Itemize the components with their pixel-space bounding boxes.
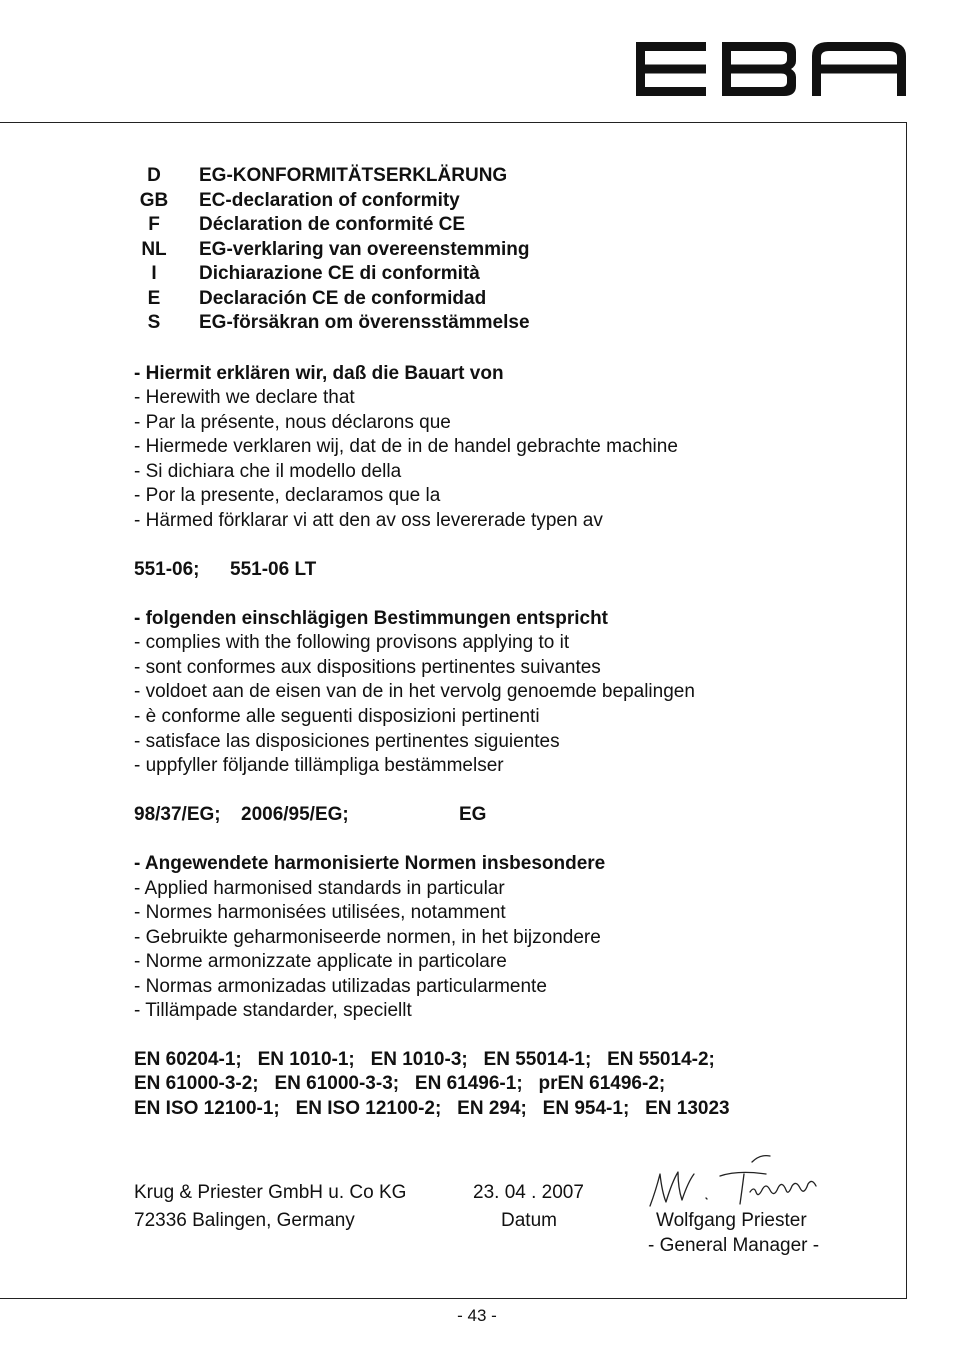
signature (648, 1152, 828, 1212)
standards-intro-line: - Gebruikte geharmoniseerde normen, in het bijzondere (134, 927, 601, 948)
herewith-line: - Hiermit erklären wir, daß die Bauart von (134, 363, 504, 384)
lang-code: D (147, 165, 161, 186)
complies-line: - voldoet aan de eisen van de in het vervolg genoemde bepalingen (134, 681, 695, 702)
date-label: Datum (501, 1210, 557, 1231)
title-text: Declaración CE de conformidad (199, 288, 487, 309)
standards-line: EN 61000-3-2; EN 61000-3-3; EN 61496-1; prEN 61496-2; (134, 1073, 666, 1094)
herewith-line: - Hiermede verklaren wij, dat de in de handel gebrachte machine (134, 436, 678, 457)
herewith-line: - Härmed förklarar vi att den av oss levererade typen av (134, 510, 603, 531)
standards-intro-line: - Normas armonizadas utilizadas particularmente (134, 976, 547, 997)
company-address: 72336 Balingen, Germany (134, 1210, 355, 1231)
complies-line: - folgenden einschlägigen Bestimmungen entspricht (134, 608, 608, 629)
standards-intro-line: - Tillämpade standarder, speciellt (134, 1000, 412, 1021)
lang-code: I (151, 263, 157, 284)
complies-line: - uppfyller följande tillämpliga bestämmelser (134, 755, 504, 776)
model-551-06: 551-06; (134, 559, 200, 580)
signatory-name: Wolfgang Priester (656, 1210, 807, 1231)
complies-line: - sont conformes aux dispositions pertinentes suivantes (134, 657, 601, 678)
herewith-line: - Si dichiara che il modello della (134, 461, 402, 482)
standards-intro-line: - Norme armonizzate applicate in particolare (134, 951, 507, 972)
title-text: Déclaration de conformité CE (199, 214, 466, 235)
standards-intro-line: - Normes harmonisées utilisées, notamment (134, 902, 506, 923)
standards-line: EN ISO 12100-1; EN ISO 12100-2; EN 294; EN 954-1; EN 13023 (134, 1098, 730, 1119)
company-name: Krug & Priester GmbH u. Co KG (134, 1182, 407, 1203)
complies-line: - satisface las disposiciones pertinentes siguientes (134, 731, 560, 752)
lang-code: S (147, 312, 161, 333)
page-number: - 43 - (457, 1306, 497, 1325)
complies-line: - è conforme alle seguenti disposizioni pertinenti (134, 706, 540, 727)
directive-2006-95: 2006/95/EG; (241, 804, 349, 825)
lang-code: GB (139, 190, 169, 211)
standards-line: EN 60204-1; EN 1010-1; EN 1010-3; EN 55014-1; EN 55014-2; (134, 1049, 715, 1070)
lang-code: F (148, 214, 160, 235)
model-551-06-lt: 551-06 LT (230, 559, 317, 580)
standards-intro-line: - Applied harmonised standards in particular (134, 878, 505, 899)
title-text: EG-verklaring van overeenstemming (199, 239, 530, 260)
herewith-line: - Herewith we declare that (134, 387, 355, 408)
lang-code: NL (141, 239, 167, 260)
standards-intro-line: - Angewendete harmonisierte Normen insbesondere (134, 853, 606, 874)
herewith-line: - Par la présente, nous déclarons que (134, 412, 451, 433)
eba-logo (636, 42, 906, 96)
complies-line: - complies with the following provisons applying to it (134, 632, 570, 653)
title-text: EG-KONFORMITÄTSERKLÄRUNG (199, 165, 508, 186)
directive-eg: EG (459, 804, 487, 825)
title-text: EC-declaration of conformity (199, 190, 460, 211)
lang-code: E (147, 288, 161, 309)
herewith-line: - Por la presente, declaramos que la (134, 485, 441, 506)
declaration-date: 23. 04 . 2007 (473, 1182, 584, 1203)
directive-98-37: 98/37/EG; (134, 804, 221, 825)
signatory-title: - General Manager - (648, 1235, 820, 1256)
title-text: Dichiarazione CE di conformità (199, 263, 480, 284)
title-text: EG-försäkran om överensstämmelse (199, 312, 530, 333)
